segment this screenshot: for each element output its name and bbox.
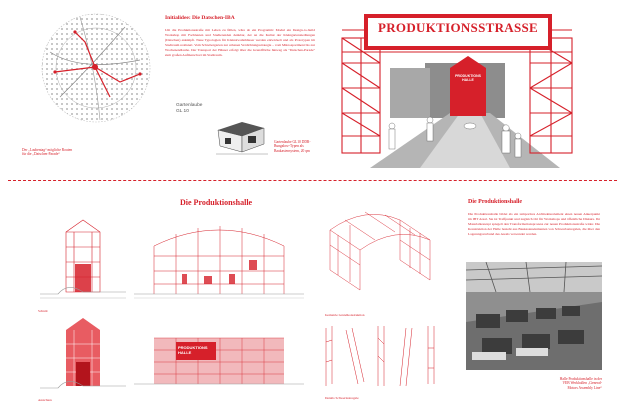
label-elevation: Ansichten <box>38 398 52 402</box>
hall-long-elevation <box>134 316 304 391</box>
hall-elevation-drawing <box>38 308 128 393</box>
historic-hall-photo <box>466 262 602 370</box>
side-text: Die Produktionshalle bildet als ein temporäres Architekturelement einen neuen Ankerpunkt im IBT Areal. Sie ist Treffpunkt und zugleich Ort für Workshops und öffentliche Diskurs. Ihr Materialkonzept spiegelt den Transformationsprozess zur neuen Produktionsstraße wider. Die Konstruktion der Halle besteht aus Baukastenelementen von Schwerlastregalen, die über den Lagerungsverbund des Areals verwendet werden. <box>468 212 600 237</box>
label-iso: Isometrie Grundkonstruktion <box>325 313 365 317</box>
section-divider <box>8 180 617 181</box>
label-detail: Details Schwerlastregale <box>325 396 359 400</box>
garden-label: Gartenlaube GL 10 <box>176 103 203 114</box>
garden-caption: Gartenlaube GL10 DDR-Bungalow-Typen als Baukastensystem, 20 qm <box>274 140 311 153</box>
datschen-route-map <box>40 12 152 124</box>
intro-text: Um die Produktionsstraße mit Leben zu füllen, wäre ab ein Programm: Modul ein Design-to-build Workshop mit Fachleuten und Studierenden denkbar, der an die Kultur der Kleingartensiedlungen (Datschen) anknüpft. Neue Typologien für Kleinstwohnhäuser werden entwickelt und als Prototypen im Stadtraum realisiert. Vom Schrebergarten zur urbanen Verdichtungsstrategie – vom Mikroapartment bis zur Wochenendlaube. Der Transport der Häuser erfolgt über die Grundfläche hinweg als "Datschen-Parade" zum großen Aufmarschort im Stadtraum. <box>165 28 316 58</box>
label-section: Schnitt <box>38 309 48 313</box>
map-caption: Der „Laubentag“ mögliche Routen für die „Datschen-Parade“ <box>22 148 73 157</box>
hall-section-drawing <box>38 212 128 300</box>
section-title: Die Produktionshalle <box>180 198 253 207</box>
hall-sign: PRODUKTIONS HALLE <box>455 74 481 82</box>
hall-long-section <box>134 216 304 301</box>
bottom-hall-sign: PRODUKTIONS HALLE <box>178 345 208 355</box>
garden-house-drawing <box>212 118 270 158</box>
intro-title: Initialidee: Die Datschen-IBA <box>165 15 235 21</box>
photo-caption: Halle Produktionshalle in der VEB Werkhallen „General-Motors Assembly Line“ <box>559 377 602 390</box>
production-street-collage <box>330 8 588 168</box>
iso-construction-drawing <box>310 200 450 310</box>
side-title: Die Produktionshalle <box>468 199 523 205</box>
shelving-details-drawing <box>316 318 446 390</box>
banner-title: PRODUKTIONSSTRASSE <box>378 20 538 35</box>
